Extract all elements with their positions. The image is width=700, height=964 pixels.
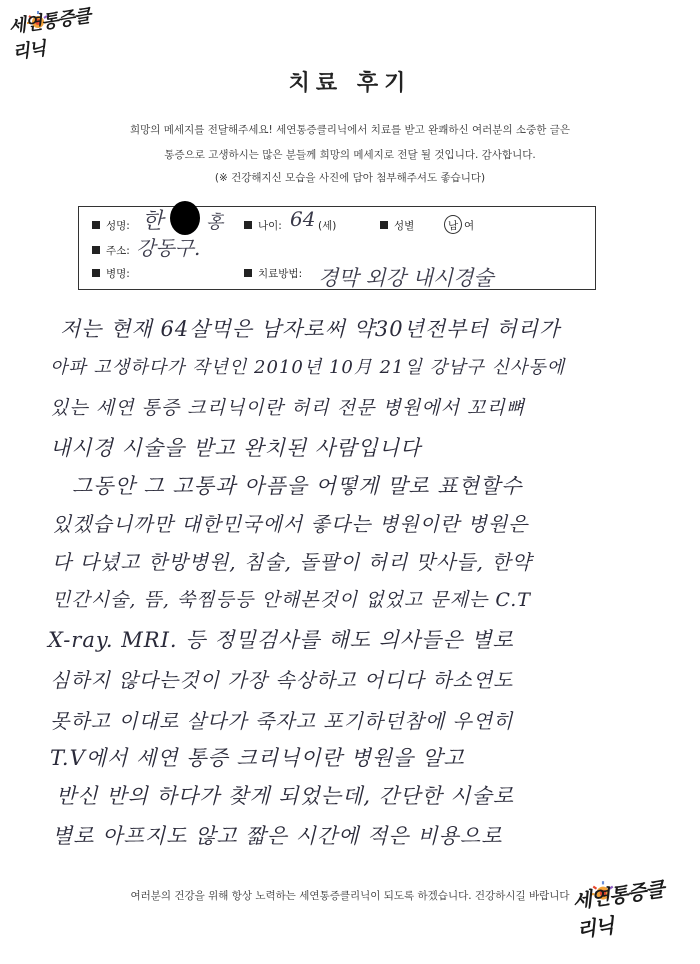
body-line: 다 다녔고 한방병원, 침술, 돌팔이 허리 맛사들, 한약 — [52, 550, 532, 574]
body-line: 별로 아프지도 않고 짧은 시간에 적은 비용으로 — [52, 824, 503, 848]
body-line: 내시경 시술을 받고 완치된 사람입니다 — [50, 436, 422, 460]
body-line: 아파 고생하다가 작년인 2010년 10月 21일 강남구 신사동에 — [50, 357, 566, 378]
logo-text: 세연통증클리닉 — [7, 5, 92, 64]
bullet-icon — [92, 246, 100, 254]
body-line: 있겠습니까만 대한민국에서 좋다는 병원이란 병원은 — [52, 512, 529, 536]
body-line: 반신 반의 하다가 찾게 되었는데, 간단한 시술로 — [56, 784, 515, 808]
redaction-mark — [170, 201, 200, 235]
age-value: 64 — [290, 207, 316, 231]
body-line: 저는 현재 64살먹은 남자로써 약30년전부터 허리가 — [60, 317, 561, 341]
bullet-icon — [92, 221, 100, 229]
clinic-logo-bottom — [571, 876, 680, 943]
body-line: 못하고 이대로 살다가 죽자고 포기하던참에 우연히 — [50, 709, 514, 733]
bullet-icon — [380, 221, 388, 229]
name-value: 한 — [142, 209, 164, 234]
body-line: 있는 세연 통증 크리닉이란 허리 전문 병원에서 꼬리뼈 — [50, 397, 526, 419]
intro-line-2: 통증으로 고생하시는 많은 분들께 희망의 메세지로 전달 될 것입니다. 감사합니다. — [164, 149, 536, 161]
page-title: 치료 후기 — [288, 71, 412, 96]
gender-female: 여 — [464, 220, 475, 232]
age-unit: (세) — [318, 220, 337, 232]
method-value: 경막 외강 내시경술 — [318, 266, 494, 290]
method-label: 치료방법: — [244, 266, 302, 281]
name-value-end: 홍 — [206, 212, 224, 233]
intro-line-3: (※ 건강해지신 모습을 사진에 담아 첨부해주셔도 좋습니다) — [214, 172, 486, 184]
body-line: 그동안 그 고통과 아픔을 어떻게 말로 표현할수 — [72, 474, 523, 498]
footer-text: 여러분의 건강을 위해 항상 노력하는 세연통증클리닉이 되도록 하겠습니다. 건강하시길 바랍니다 — [130, 890, 570, 902]
logo-text: 세연통증클리닉 — [571, 876, 666, 943]
gender-male: 남 — [448, 220, 459, 232]
disease-label: 병명: — [92, 266, 130, 281]
bullet-icon — [92, 269, 100, 277]
intro-line-1: 희망의 메세지를 전달해주세요! 세연통증클리닉에서 치료를 받고 완쾌하신 여러분의 소중한 글은 — [130, 124, 570, 136]
gender-label: 성별 — [380, 218, 414, 233]
address-value: 강동구. — [136, 236, 201, 260]
bullet-icon — [244, 269, 252, 277]
body-line: T.V에서 세연 통증 크리닉이란 병원을 알고 — [50, 746, 465, 770]
body-line: X-ray. MRI. 등 정밀검사를 해도 의사들은 별로 — [48, 628, 514, 652]
body-line: 심하지 않다는것이 가장 속상하고 어디다 하소연도 — [50, 668, 514, 692]
body-line: 민간시술, 뜸, 쑥찜등등 안해본것이 없었고 문제는 C.T — [52, 589, 531, 611]
bullet-icon — [244, 221, 252, 229]
gender-selected-mark — [444, 215, 462, 234]
name-label: 성명: — [92, 218, 130, 233]
clinic-logo — [7, 5, 108, 64]
age-label: 나이: — [244, 218, 282, 233]
address-label: 주소: — [92, 243, 130, 258]
